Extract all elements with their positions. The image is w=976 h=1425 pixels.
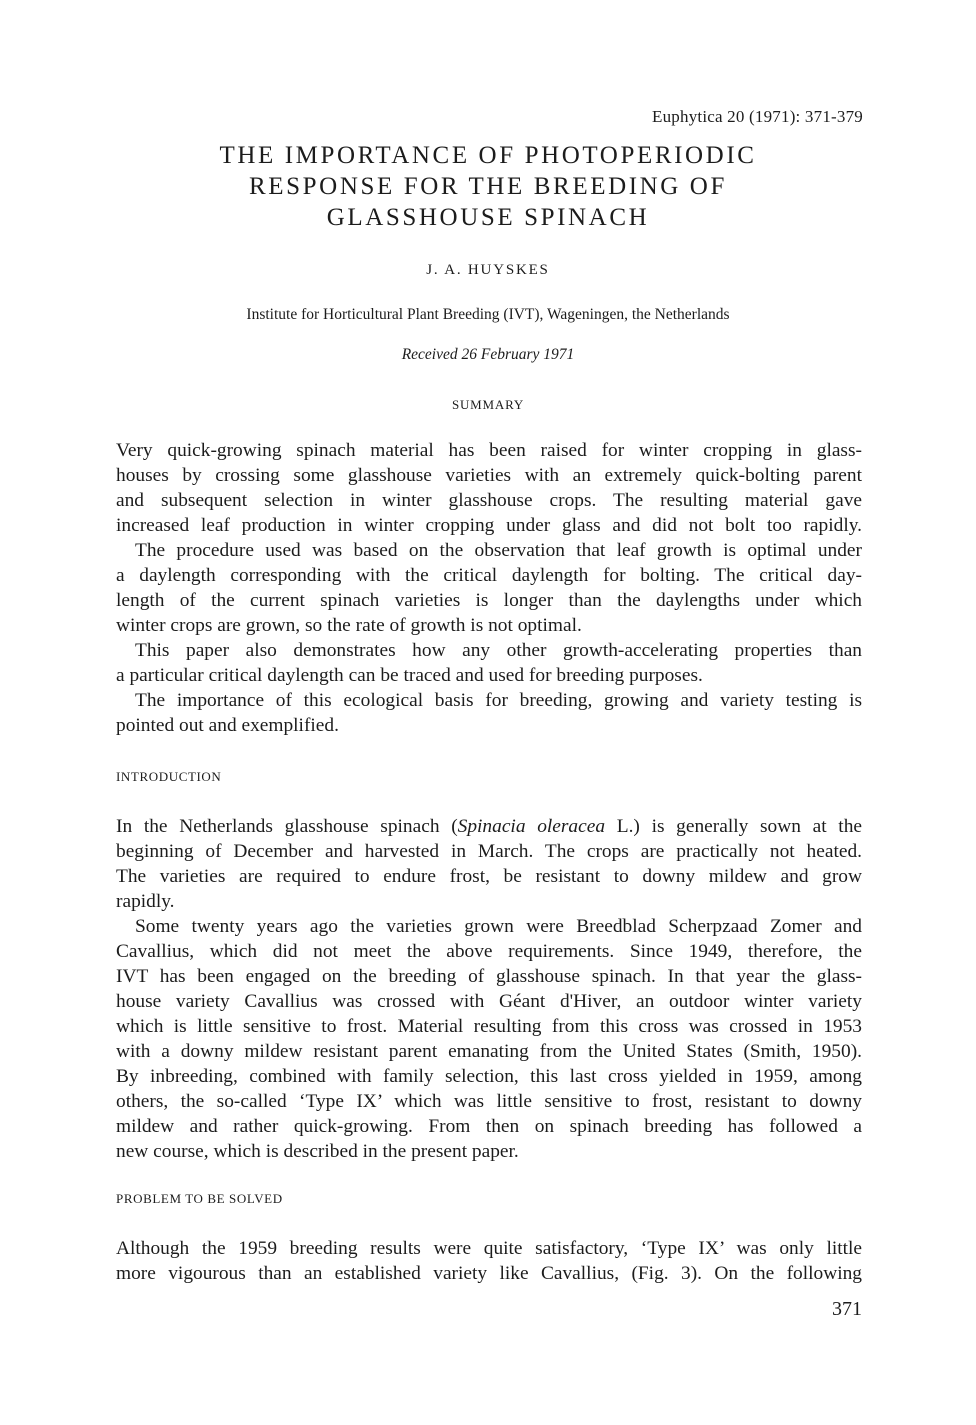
summary-line: and subsequent selection in winter glasshouse crops. The resulting material gave [116, 490, 862, 511]
introduction-line: The varieties are required to endure frost, be resistant to downy mildew and grow [116, 866, 862, 887]
introduction-text [116, 814, 862, 1164]
introduction-line: others, the so-called ‘Type IX’ which was little sensitive to frost, resistant to downy [116, 1091, 862, 1112]
introduction-line: with a downy mildew resistant parent emanating from the United States (Smith, 1950). [116, 1041, 862, 1062]
introduction-line: In the Netherlands glasshouse spinach (Spinacia oleracea L.) is generally sown at the [116, 816, 862, 837]
summary-line: winter crops are grown, so the rate of growth is not optimal. [116, 615, 582, 636]
summary-line: a particular critical daylength can be traced and used for breeding purposes. [116, 665, 703, 686]
introduction-heading: INTRODUCTION [116, 769, 222, 784]
received-date: Received 26 February 1971 [401, 346, 575, 363]
introduction-line: rapidly. [116, 891, 175, 912]
introduction-line: mildew and rather quick-growing. From then on spinach breeding has followed a [116, 1116, 862, 1137]
page-number: 371 [832, 1298, 862, 1320]
title-line: THE IMPORTANCE OF PHOTOPERIODIC [219, 142, 757, 169]
summary-line: pointed out and exemplified. [116, 715, 339, 736]
species-name: Spinacia oleracea [457, 816, 606, 837]
summary-line: Very quick-growing spinach material has been raised for winter cropping in glass- [116, 440, 862, 461]
introduction-line: beginning of December and harvested in March. The crops are practically not heated. [116, 841, 862, 862]
introduction-line: By inbreeding, combined with family selection, this last cross yielded in 1959, among [116, 1066, 862, 1087]
summary-line: increased leaf production in winter cropping under glass and did not bolt too rapidly. [116, 515, 862, 536]
author-name: J. A. HUYSKES [426, 262, 550, 278]
introduction-line: new course, which is described in the present paper. [116, 1141, 519, 1162]
author-affiliation: Institute for Horticultural Plant Breeding (IVT), Wageningen, the Netherlands [246, 306, 730, 323]
summary-line: This paper also demonstrates how any other growth-accelerating properties than [135, 640, 862, 661]
problem-text [116, 1236, 862, 1286]
summary-line: houses by crossing some glasshouse varieties with an extremely quick-bolting parent [116, 465, 862, 486]
problem-heading: PROBLEM TO BE SOLVED [116, 1191, 283, 1206]
summary-text [116, 438, 862, 738]
title-line: RESPONSE FOR THE BREEDING OF [249, 173, 727, 200]
journal-reference: Euphytica 20 (1971): 371-379 [652, 107, 863, 126]
introduction-line: which is little sensitive to frost. Material resulting from this cross was crossed in 1953 [116, 1016, 862, 1037]
problem-line: more vigourous than an established variety like Cavallius, (Fig. 3). On the following [116, 1263, 862, 1284]
title-line: GLASSHOUSE SPINACH [326, 204, 650, 231]
summary-line: a daylength corresponding with the critical daylength for bolting. The critical day- [116, 565, 862, 586]
paper-title [0, 140, 976, 233]
introduction-line: Cavallius, which did not meet the above requirements. Since 1949, therefore, the [116, 941, 862, 962]
introduction-line: Some twenty years ago the varieties grown were Breedblad Scherpzaad Zomer and [135, 916, 862, 937]
introduction-line: IVT has been engaged on the breeding of glasshouse spinach. In that year the glass- [116, 966, 862, 987]
summary-heading: SUMMARY [451, 397, 525, 412]
summary-line: The procedure used was based on the observation that leaf growth is optimal under [135, 540, 862, 561]
summary-line: length of the current spinach varieties is longer than the daylengths under which [116, 590, 862, 611]
summary-line: The importance of this ecological basis for breeding, growing and variety testing is [135, 690, 862, 711]
problem-line: Although the 1959 breeding results were quite satisfactory, ‘Type IX’ was only little [116, 1238, 862, 1259]
introduction-line: house variety Cavallius was crossed with Géant d'Hiver, an outdoor winter variety [116, 991, 862, 1012]
